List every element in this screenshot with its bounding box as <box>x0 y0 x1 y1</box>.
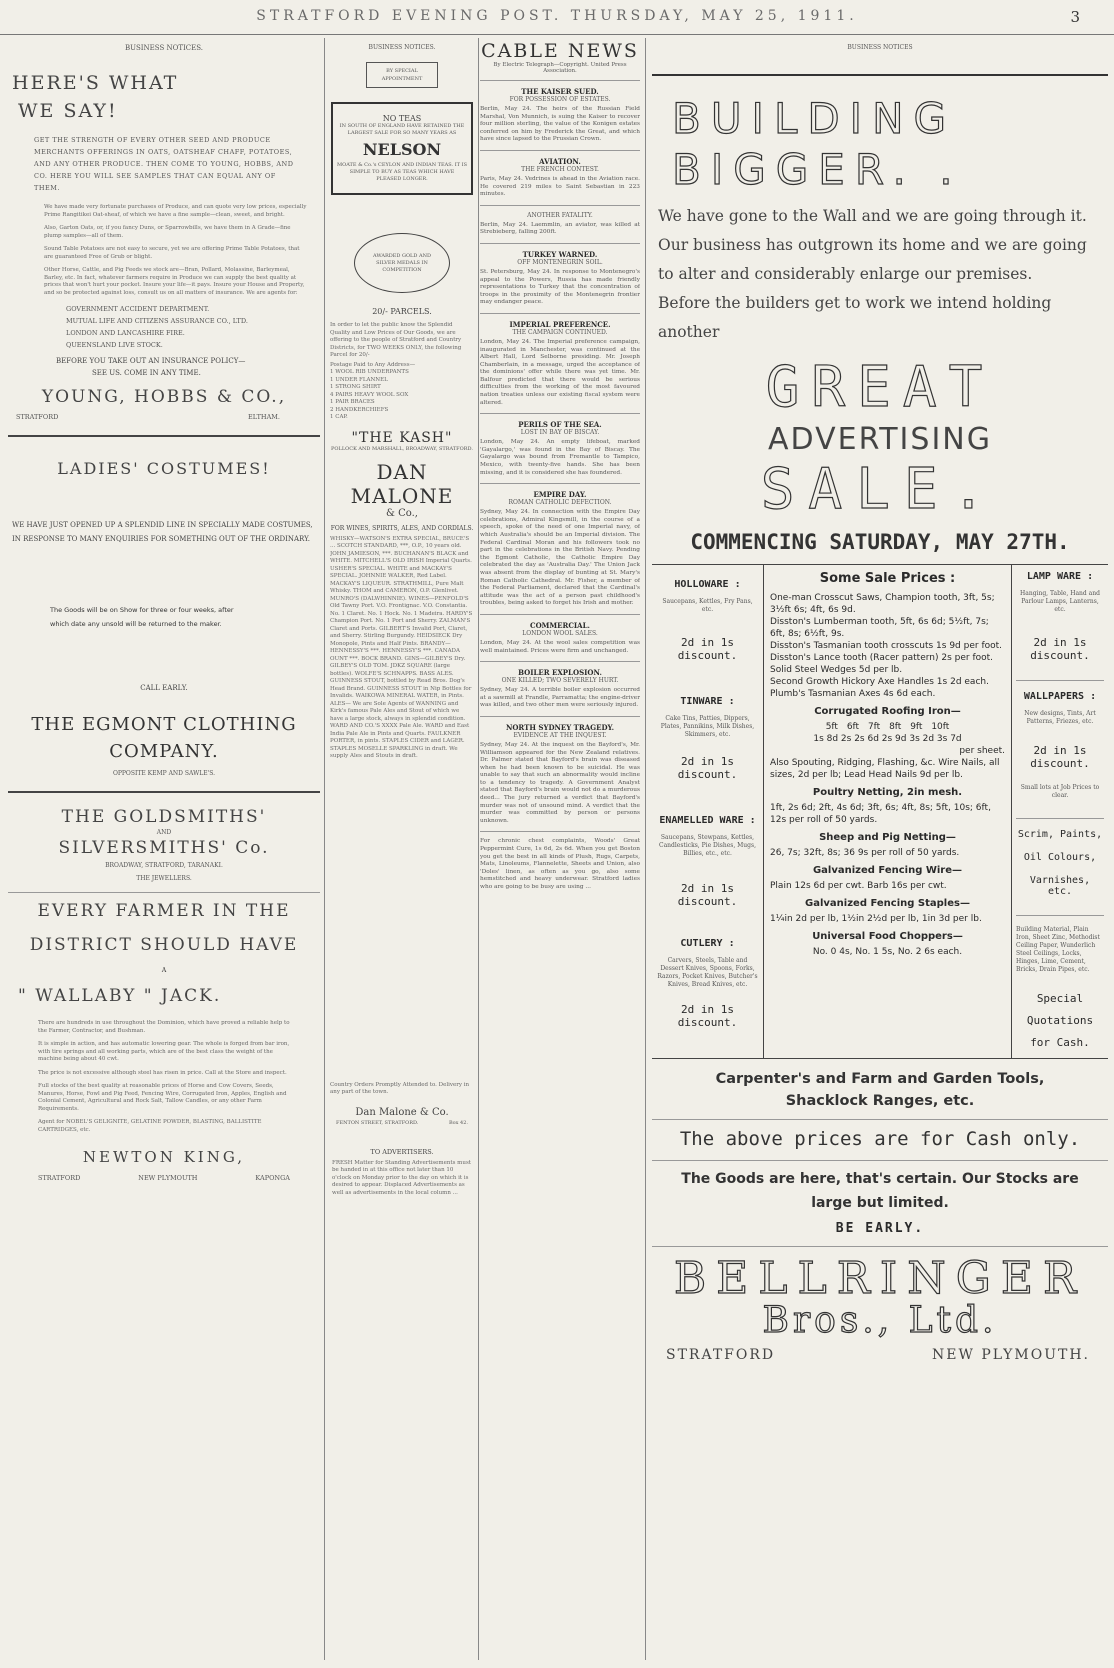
divider <box>1016 818 1104 819</box>
divider <box>480 80 640 81</box>
goods-here-line: The Goods are here, that's certain. Our Stocks are large but limited. <box>681 1171 1079 1211</box>
paragraph: Other Horse, Cattle, and Pig Feeds we stock are—Bran, Pollard, Molassine, Barleymeal, Barley, etc. In fact, whatever farmers require in Produce we can supply the best quality at prices that won't hurt your pocket. Insure your life—it pays. Insure your House and Property, and so be protected against loss, consult us on all matters of insurance. We are agents for: <box>44 267 305 296</box>
agency: MUTUAL LIFE AND CITIZENS ASSURANCE CO., LTD. <box>66 317 248 325</box>
discount-note: 2d in 1s discount. <box>677 636 738 662</box>
sale-item: Disston's Lumberman tooth, 5ft, 6s 6d; 5½ft, 7s; 6ft, 8s; 6½ft, 9s. <box>770 617 989 639</box>
story-subheading: THE CAMPAIGN CONTINUED. <box>512 328 608 336</box>
news-story <box>480 831 640 891</box>
discount-note: 2d in 1s discount. <box>1030 636 1090 662</box>
story-subheading: FOR POSSESSION OF ESTATES. <box>509 96 611 103</box>
corrugated-per: per sheet. <box>959 746 1005 756</box>
medal-badge: AWARDED GOLD AND SILVER MEDALS IN COMPETITION <box>354 233 450 293</box>
story-heading: PERILS OF THE SEA. <box>518 420 602 430</box>
firm-name: YOUNG, HOBBS & CO., <box>41 387 287 407</box>
sale-prices-grid <box>652 564 1108 1059</box>
divider <box>8 791 320 793</box>
poultry-heading: Poultry Netting, 2in mesh. <box>812 787 963 798</box>
corrugated-heading: Corrugated Roofing Iron— <box>814 706 961 717</box>
bellringer-location: NEW PLYMOUTH. <box>932 1347 1090 1363</box>
column-divider <box>645 38 646 1660</box>
notice-label: BUSINESS NOTICES. <box>368 44 436 51</box>
cash-only-line: The above prices are for Cash only. <box>679 1128 1081 1150</box>
divider <box>480 661 640 662</box>
lamp-ware-heading: LAMP WARE : <box>1026 571 1094 582</box>
egmont-heading: COMPANY. <box>109 741 219 762</box>
sale-item: Second Growth Hickory Axe Handles 1s 2d each. <box>770 677 989 687</box>
parcel-item: 1 CAP. <box>330 414 348 420</box>
news-story <box>480 661 640 710</box>
dan-malone-heading: DAN MALONE <box>350 459 454 508</box>
special-appointment-box: BY SPECIAL APPOINTMENT <box>366 62 438 88</box>
commencing-line: COMMENCING SATURDAY, MAY 27TH. <box>690 530 1070 554</box>
story-subheading: EVIDENCE AT THE INQUEST. <box>513 731 607 739</box>
divider <box>480 243 640 244</box>
bellringer-locations <box>666 1347 1090 1363</box>
nelson-brand: NELSON <box>362 140 442 159</box>
jewellers: THE JEWELLERS. <box>136 875 192 882</box>
story-body: Berlin, May 24. Laemmlin, an aviator, was killed at Strebieberg, falling 200ft. <box>480 221 640 236</box>
bellringer-location: STRATFORD <box>666 1347 776 1363</box>
story-subheading: ROMAN CATHOLIC DEFECTION. <box>508 499 612 507</box>
dan-box: Box 42. <box>448 1119 468 1126</box>
wallaby-paragraph: It is simple in action, and has automatic lowering gear. The whole is forged from bar iron, with tire springs and all working parts, which are of the best class the weight of the machine being about 40 cwt. <box>38 1041 290 1062</box>
holloware-heading: HOLLOWARE : <box>674 579 741 590</box>
discount-note: 2d in 1s discount. <box>677 755 738 781</box>
advertisers-heading: TO ADVERTISERS. <box>370 1147 434 1156</box>
wines-list: WHISKY—WATSON'S EXTRA SPECIAL, BRUCE'S ... SCOTCH STANDARD, ***, O.P., 10 years old. JOHN JAMIESON, ***. BUCHANAN'S BLACK and WHITE. MITCHELL'S OLD IRISH Imperial Quarts. USHER'S SPECIAL. WHITE and MACKAY'S SPECIAL. JOHNNIE WALKER, Red Label. MACKAY'S LIQUEUR. STRATHMILL, Pure Malt Whisky. THOM and CAMERON, O.P. Glenlivet. MUNRO'S (DALWHINNIE). WINES—PENFOLD'S Old Tawny Port. V.O. Frontignac. V.O. Constantia. No. 1 Claret. No. 1 Hock. No. 1 Madeira. HARDY'S Champion Port. No. 1 Port and Sherry. ZALMAN'S Claret and Ports. GILBERT'S Invalid Port, Claret, and Sherry. Stirling Burgundy. HEIDSIECK Dry Monopole, Pints and Half Pints. BRANDY—HENNESSY'S ***. HENNESSY'S ***. CANADA OUNT ***. BOCK BRAND. GINS—GILBEY'S Dry. GILBEY'S OLD TOM. JDKZ SQUARE (large bottles). WOLFE'S SCHNAPPS. BASS ALES. GUINNESS STOUT, bottled by Read Bros. Dog's Head Brand. GUINNESS STOUT in Nip Bottles for Invalids. WAIKOWA MINERAL WATER, in Pints. ALES— We are Sole Agents of WANNING and Kirk's famous Pale Ales and Stout of which we have a large stock, always in splendid condition. WARD AND CO.'S XXXX Pale Ale. WARD and East India Pale Ale in Pints and Quarts. FAULKNER PORTER, in pints. STAPLES CIDER and LAGER. STAPLES MOSELLE SPARKLING in draft. We supply Ales and Stouts in draft. <box>330 535 473 759</box>
ladies-body: WE HAVE JUST OPENED UP A SPLENDID LINE IN SPECIALLY MADE COSTUMES, IN RESPONSE TO MANY ENQUIRIES FOR SOMETHING OUT OF THE ORDINARY. <box>12 521 313 543</box>
story-heading: COMMERCIAL. <box>530 620 590 630</box>
notice-label: BUSINESS NOTICES <box>847 44 913 51</box>
newton-location: STRATFORD <box>38 1174 81 1182</box>
divider <box>652 1119 1108 1120</box>
column-3 <box>480 38 640 1658</box>
news-story <box>480 614 640 655</box>
divider <box>480 413 640 414</box>
spouting-note: Also Spouting, Ridging, Flashing, &c. Wire Nails, all sizes, 2d per lb; Lead Head Nails 9d per lb. <box>770 758 1000 780</box>
divider <box>652 1160 1108 1161</box>
farmer-heading: EVERY FARMER IN THE <box>37 901 291 921</box>
divider <box>652 1246 1108 1247</box>
story-body: Sydney, May 24. A terrible boiler explosion occurred at a sawmill at Frandle, Parramatta; the engine-driver was killed, and two other men were seriously injured. <box>480 687 640 709</box>
newton-king-heading: NEWTON KING, <box>82 1148 246 1166</box>
notice-label: BUSINESS NOTICES. <box>124 44 204 52</box>
parcel-item: Postage Paid to Any Address— <box>330 361 416 368</box>
story-body: For chronic chest complaints, Woods' Great Peppermint Cure, 1s 6d, 2s 6d. When you get Boston you get the best in all kinds of Plush, Rugs, Carpets, Mats, Linoleums, Flannelette, Sheets and Union, also 'Doles' linen, as often as you go, also some hemstitched and heavy underwear. Stratford ladies who are going to be busy are using ... <box>480 838 640 890</box>
news-story <box>480 205 640 237</box>
story-heading: TURKEY WARNED. <box>522 249 598 259</box>
scrim-paints: Scrim, Paints, <box>1017 829 1103 840</box>
kash-sub: POLLOCK AND MARSHALL, BROADWAY, STRATFORD. <box>331 445 473 452</box>
divider <box>8 892 320 893</box>
parcels-heading: 20/- PARCELS. <box>372 307 432 316</box>
news-story <box>480 716 640 826</box>
tinware-body: Cake Tins, Patties, Dippers, Plates, Pannikins, Milk Dishes, Skimmers, etc. <box>660 715 755 738</box>
sale-item: Solid Steel Wedges 5d per lb. <box>770 665 903 675</box>
enamelled-heading: ENAMELLED WARE : <box>659 815 756 826</box>
cutlery-body: Carvers, Steels, Table and Dessert Knives, Spoons, Forks, Razors, Pocket Knives, Butcher's Knives, Bread Knives, etc. <box>657 957 758 988</box>
no-teas-body: IN SOUTH OF ENGLAND HAVE RETAINED THE LARGEST SALE FOR SO MANY YEARS AS <box>339 123 465 136</box>
dan-address: FENTON STREET, STRATFORD. <box>336 1119 419 1126</box>
sale-heading: SALE. <box>760 457 1000 522</box>
news-story <box>480 150 640 199</box>
divider <box>480 614 640 615</box>
goldsmiths-address: BROADWAY, STRATFORD, TARANAKI. <box>105 862 223 869</box>
discount-note: 2d in 1s discount. <box>677 1003 738 1029</box>
agency: GOVERNMENT ACCIDENT DEPARTMENT. <box>66 305 210 313</box>
masthead: STRATFORD EVENING POST. THURSDAY, MAY 25, 1911. <box>256 8 858 24</box>
wallaby-paragraph: The price is not excessive although steel has risen in price. Call at the Store and inspect. <box>38 1069 287 1076</box>
food-choppers-heading: Universal Food Choppers— <box>812 931 963 942</box>
egmont-heading: THE EGMONT CLOTHING <box>31 714 297 735</box>
divider <box>1016 915 1104 916</box>
newton-location: NEW PLYMOUTH <box>138 1174 198 1182</box>
story-heading: NORTH SYDNEY TRAGEDY. <box>505 722 615 732</box>
discount-note: 2d in 1s discount. <box>677 882 738 908</box>
divider <box>480 483 640 484</box>
divider <box>480 313 640 314</box>
ladies-costumes-heading: LADIES' COSTUMES! <box>57 459 271 478</box>
bellringer-heading: BELLRINGER <box>673 1253 1087 1304</box>
column-4 <box>652 38 1108 1658</box>
building-heading: BUILDING <box>672 94 957 143</box>
story-body: Sydney, May 24. At the inquest on the Bayford's, Mr. Williamson appeared for the New Zealand relatives. Dr. Palmer stated that Bayford's brain was diseased when he had been known to be suicidal. He was unable to say that such an abnormality would incline to a tendency to tragedy. A Government Analyst stated that Bayford's brain would not do a murderous deed... The jury returned a verdict that Bayford's murder was not of unsound mind. A verdict that the murder was committed by person or persons unknown. <box>480 741 640 824</box>
cable-news-byline: By Electric Telegraph—Copyright. United Press Association. <box>493 62 627 74</box>
column-divider <box>324 38 325 1660</box>
dan-signature: Dan Malone & Co. <box>355 1106 449 1118</box>
story-body: Paris, May 24. Vedrines is ahead in the Aviation race. He covered 219 miles to Saint Sebastian in 223 minutes. <box>480 175 640 198</box>
page-number: 3 <box>1070 8 1080 26</box>
we-say-heading: WE SAY! <box>18 100 118 122</box>
divider <box>8 435 320 437</box>
story-subheading: THE FRENCH CONTEST. <box>521 165 599 173</box>
enamelled-body: Saucepans, Stewpans, Kettles, Candlesticks, Pie Dishes, Mugs, Billies, etc., etc. <box>658 834 756 857</box>
goods-note: The Goods will be on Show for three or four weeks, after <box>50 606 234 614</box>
sale-left-column <box>652 565 764 1058</box>
parcel-item: 4 PAIRS HEAVY WOOL SOX <box>330 391 409 398</box>
parcel-item: 1 UNDER FLANNEL <box>330 376 388 383</box>
discount-note: 2d in 1s discount. <box>1030 744 1090 770</box>
corrugated-sizes: 5ft 6ft 7ft 8ft 9ft 10ft <box>825 722 950 732</box>
country-orders: Country Orders Promptly Attended to. Delivery in any part of the town. <box>330 1081 470 1095</box>
story-body: Berlin, May 24. The heirs of the Russian Field Marshal, Von Munnich, is suing the Kaiser to recover four million sterling, the value of the Konigen estates conferred on him by Frederick the Great, and which have since lapsed to the Prussian Crown. <box>480 106 640 143</box>
wallaby-paragraph: Agent for NOBEL'S GELIGNITE, GELATINE POWDER, BLASTING, BALLISTITE CARTRIDGES, etc. <box>38 1119 262 1133</box>
see-us: SEE US. COME IN ANY TIME. <box>92 369 201 377</box>
news-story <box>480 413 640 477</box>
sale-item: Disston's Lance tooth (Racer pattern) 2s per foot. <box>770 653 994 663</box>
ad-top-rule <box>652 74 1108 76</box>
goldsmiths-heading: THE GOLDSMITHS' <box>61 807 267 827</box>
corrugated-prices: 1s 8d 2s 2s 6d 2s 9d 3s 2d 3s 7d <box>813 734 962 744</box>
wallpapers-body: New designs, Tints, Art Patterns, Friezes, etc. <box>1024 710 1096 725</box>
story-body: London, May 24. At the wool sales competition was well maintained. Prices were firm and unchanged. <box>480 639 640 654</box>
building-body-2: Before the builders get to work we intend holding another <box>658 294 1052 341</box>
news-story <box>480 243 640 307</box>
wallaby-paragraph: Full stocks of the best quality at reasonable prices of Horse and Cow Covers, Seeds, Manures, Horse, Fowl and Pig Feed, Fencing Wire, Corrugated Iron, Apples, English and Colonial Cement, Agricultural and Rock Salt, Tallow Candles, or any other Farm Requirements. <box>38 1083 287 1112</box>
great-heading: GREAT <box>765 355 995 420</box>
parcel-item: 1 WOOL RIB UNDERPANTS <box>330 369 409 375</box>
story-subheading: LONDON WOOL SALES. <box>522 629 598 637</box>
sheep-heading: Sheep and Pig Netting— <box>819 832 956 843</box>
varnishes: Varnishes, etc. <box>1029 875 1091 897</box>
dan-address-row <box>336 1120 468 1126</box>
story-subheading: ONE KILLED; TWO SEVERELY HURT. <box>501 677 619 685</box>
story-body: London, May 24. The Imperial preference campaign, inaugurated in Manchester, was continued at the Albert Hall, Lord Selborne presiding. Mr. Joseph Chamberlain, in a message, urged the acceptance of the dominions' offer while there was yet time. Mr. Balfour predicted that there would be serious difficulties from the working of the most favoured nation treaties unless our existing fiscal system were altered. <box>480 338 640 406</box>
story-heading: BOILER EXPLOSION. <box>518 668 602 678</box>
newton-location: KAPONGA <box>255 1174 290 1182</box>
parcels-body: In order to let the public know the Splendid Quality and Low Prices of Our Goods, we are offering to the people of Stratford and Country Districts, for TWO WEEKS ONLY, the following Parcel for 20/- <box>330 322 462 358</box>
goldsmiths-and: AND <box>156 829 172 836</box>
silversmiths-heading: SILVERSMITHS' Co. <box>58 838 270 858</box>
nelson-tea-ad <box>331 102 473 195</box>
parcel-item: 2 HANDKERCHIEFS <box>330 406 389 413</box>
column-1 <box>8 38 320 1658</box>
goods-note: which date any unsold will be returned to the maker. <box>50 620 222 628</box>
holloware-body: Saucepans, Kettles, Fry Pans, etc. <box>662 598 753 613</box>
story-heading: IMPERIAL PREFERENCE. <box>509 319 611 329</box>
be-early: BE EARLY. <box>835 1221 925 1236</box>
firm-location: STRATFORD <box>16 413 59 421</box>
column-divider <box>478 38 479 1660</box>
small-lots: Small lots at Job Prices to clear. <box>1020 784 1100 799</box>
advertising-heading: ADVERTISING <box>768 422 992 457</box>
story-body: St. Petersburg, May 24. In response to Montenegro's appeal to the Powers, Russia has made friendly representations to Turkey that the concentration of troops in the proximity of the Montenegrin frontier may endanger peace. <box>480 268 640 306</box>
story-heading: EMPIRE DAY. <box>533 490 587 500</box>
newton-locations <box>38 1174 290 1182</box>
story-body: London, May 24. An empty lifeboat, marked 'Gayalargo,' was found in the Bay of Biscay. The Gayalargo was bound from Fremantle to Tampico, Mexico, with twenty-five hands. She has been missing, and it is considered she has foundered. <box>480 439 640 476</box>
food-choppers-body: No. 0 4s, No. 1 5s, No. 2 6s each. <box>812 947 963 957</box>
tinware-heading: TINWARE : <box>680 696 735 707</box>
sheep-body: 26, 7s; 32ft, 8s; 36 9s per roll of 50 yards. <box>770 848 960 858</box>
galv-wire-body: Plain 12s 6d per cwt. Barb 16s per cwt. <box>770 881 947 891</box>
parcels-items <box>330 362 474 422</box>
story-subheading: ANOTHER FATALITY. <box>527 211 593 219</box>
farmer-heading: DISTRICT SHOULD HAVE <box>29 935 299 955</box>
divider <box>480 716 640 717</box>
galv-staples-heading: Galvanized Fencing Staples— <box>805 898 970 909</box>
no-teas: NO TEAS <box>382 114 422 123</box>
column-2 <box>328 38 476 1658</box>
galv-wire-heading: Galvanized Fencing Wire— <box>812 865 963 876</box>
heres-what-heading: HERE'S WHAT <box>12 72 179 94</box>
bigger-heading: BIGGER. . <box>672 145 963 194</box>
farmer-a: A <box>161 967 167 974</box>
dan-co: & Co., <box>386 507 418 519</box>
poultry-body: 1ft, 2s 6d; 2ft, 4s 6d; 3ft, 6s; 4ft, 8s; 5ft, 10s; 6ft, 12s per roll of 50 yards. <box>770 803 991 825</box>
sale-item: Plumb's Tasmanian Axes 4s 6d each. <box>770 689 936 699</box>
advertisers-body: FRESH Matter for Standing Advertisements must be handed in at this office not later than 10 o'clock on Monday prior to the day on which it is desired to appear. Displaced Advertisements as well as advertisements in the local column ... <box>332 1159 471 1196</box>
masthead-rule <box>0 34 1114 35</box>
story-subheading: LOST IN BAY OF BISCAY. <box>520 429 600 437</box>
parcel-item: 1 PAIR BRACES <box>330 399 375 405</box>
paragraph: Also, Garton Oats, or, if you fancy Duns, or Sparrowbills, we have them in A Grade—fine plump samples—all of them. <box>44 225 291 239</box>
firm-location: ELTHAM. <box>248 413 280 421</box>
news-story <box>480 80 640 144</box>
cable-stories <box>480 80 640 892</box>
cutlery-heading: CUTLERY : <box>680 938 735 949</box>
building-material: Building Material, Plain Iron, Sheet Zinc, Methodist Ceiling Paper, Wunderlich Steel Ceilings, Locks, Hinges, Lime, Cement, Bricks, Drain Pipes, etc. <box>1016 926 1100 973</box>
egmont-address: OPPOSITE KEMP AND SAWLE'S. <box>112 770 216 777</box>
sale-middle-column <box>764 565 1012 1058</box>
parcel-item: 1 STRONG SHIRT <box>330 384 381 390</box>
story-subheading: OFF MONTENEGRIN SOIL. <box>517 258 603 266</box>
story-heading: AVIATION. <box>539 156 581 166</box>
story-heading: THE KAISER SUED. <box>521 87 599 96</box>
paragraph: Sound Table Potatoes are not easy to secure, yet we are offering Prime Table Potatoes, that are guaranteed Free of Grub or blight. <box>44 246 300 260</box>
building-body: We have gone to the Wall and we are going through it. Our business has outgrown its home and we are going to alter and considerably enlarge our premises. <box>658 207 1087 283</box>
firm-locations <box>16 413 280 421</box>
cable-news-title: CABLE NEWS <box>481 40 639 62</box>
agency: QUEENSLAND LIVE STOCK. <box>66 341 163 349</box>
divider <box>1016 680 1104 681</box>
insurance-note: BEFORE YOU TAKE OUT AN INSURANCE POLICY— <box>56 357 246 365</box>
carpenters-heading: Carpenter's and Farm and Garden Tools, <box>715 1071 1045 1087</box>
kash-heading: "THE KASH" <box>351 429 453 446</box>
agencies-list <box>66 303 320 351</box>
sale-item: Disston's Tasmanian tooth crosscuts 1s 9d per foot. <box>770 641 1003 651</box>
divider <box>480 831 640 832</box>
wallpapers-heading: WALLPAPERS : <box>1023 691 1097 702</box>
some-sale-prices-heading: Some Sale Prices : <box>819 571 956 586</box>
story-body: Sydney, May 24. In connection with the Empire Day celebrations, Admiral Kingsmill, in the course of a speech, spoke of the need of one Imperial navy, of which Australia's should be an Imperial division. The Federal Cardinal Moran and his followers took no part in the celebrations in the British Navy. Pending the Egmont Catholic, the Catholic Empire Day celebrated the day as 'Australia Day.' The Union Jack was absent from the display of bunting at St. Mary's Roman Catholic Cathedral. Mr. Fisher, a member of the Federal Parliament, declared that the Cardinal's attitude was the act of a person past childhood's troubles, being asked to forget his Irish and mother. <box>480 509 640 607</box>
agency: LONDON AND LANCASHIRE FIRE. <box>66 329 185 337</box>
galv-staples-body: 1¼in 2d per lb, 1½in 2½d per lb, 1in 3d per lb. <box>770 914 982 924</box>
intro-text: GET THE STRENGTH OF EVERY OTHER SEED AND PRODUCE MERCHANTS OFFERINGS IN OATS, OATSHEAF CHAFF, POTATOES, AND ANY OTHER PRODUCE. THEN COME TO YOUNG, HOBBS, AND CO. HERE YOU WILL SEE SAMPLES THAT CAN EQUAL ANY OF THEM. <box>34 136 294 192</box>
divider <box>480 205 640 206</box>
paragraph: We have made very fortunate purchases of Produce, and can quote very low prices, especially Prime Rangitikei Oat-sheaf, of which we have a fine sample—clean, sweet, and bright. <box>44 204 307 218</box>
news-story <box>480 313 640 407</box>
sale-right-column <box>1012 565 1108 1058</box>
oil-colours: Oil Colours, <box>1023 852 1097 863</box>
wallaby-jack-heading: " WALLABY " JACK. <box>18 986 222 1006</box>
divider <box>480 150 640 151</box>
news-story <box>480 483 640 608</box>
nelson-body: MOATE & Co.'s CEYLON AND INDIAN TEAS. IT IS SIMPLE TO BUY AS TEAS WHICH HAVE PLEASED LONGER. <box>337 162 468 182</box>
special-quotations: Special Quotations for Cash. <box>1026 992 1094 1049</box>
lamp-ware-body: Hanging, Table, Hand and Parlour Lamps, Lanterns, etc. <box>1020 590 1100 613</box>
call-early: CALL EARLY. <box>140 684 188 692</box>
wallaby-paragraph: There are hundreds in use throughout the Dominion, which have proved a reliable help to the Farmer, Contractor, and Bushman. <box>38 1020 290 1034</box>
shacklock-heading: Shacklock Ranges, etc. <box>785 1093 975 1109</box>
bros-ltd-heading: Bros., Ltd. <box>762 1300 998 1341</box>
wines-heading: FOR WINES, SPIRITS, ALES, AND CORDIALS. <box>330 524 474 532</box>
sale-item: One-man Crosscut Saws, Champion tooth, 3ft, 5s; 3½ft 6s; 4ft, 6s 9d. <box>770 593 995 615</box>
